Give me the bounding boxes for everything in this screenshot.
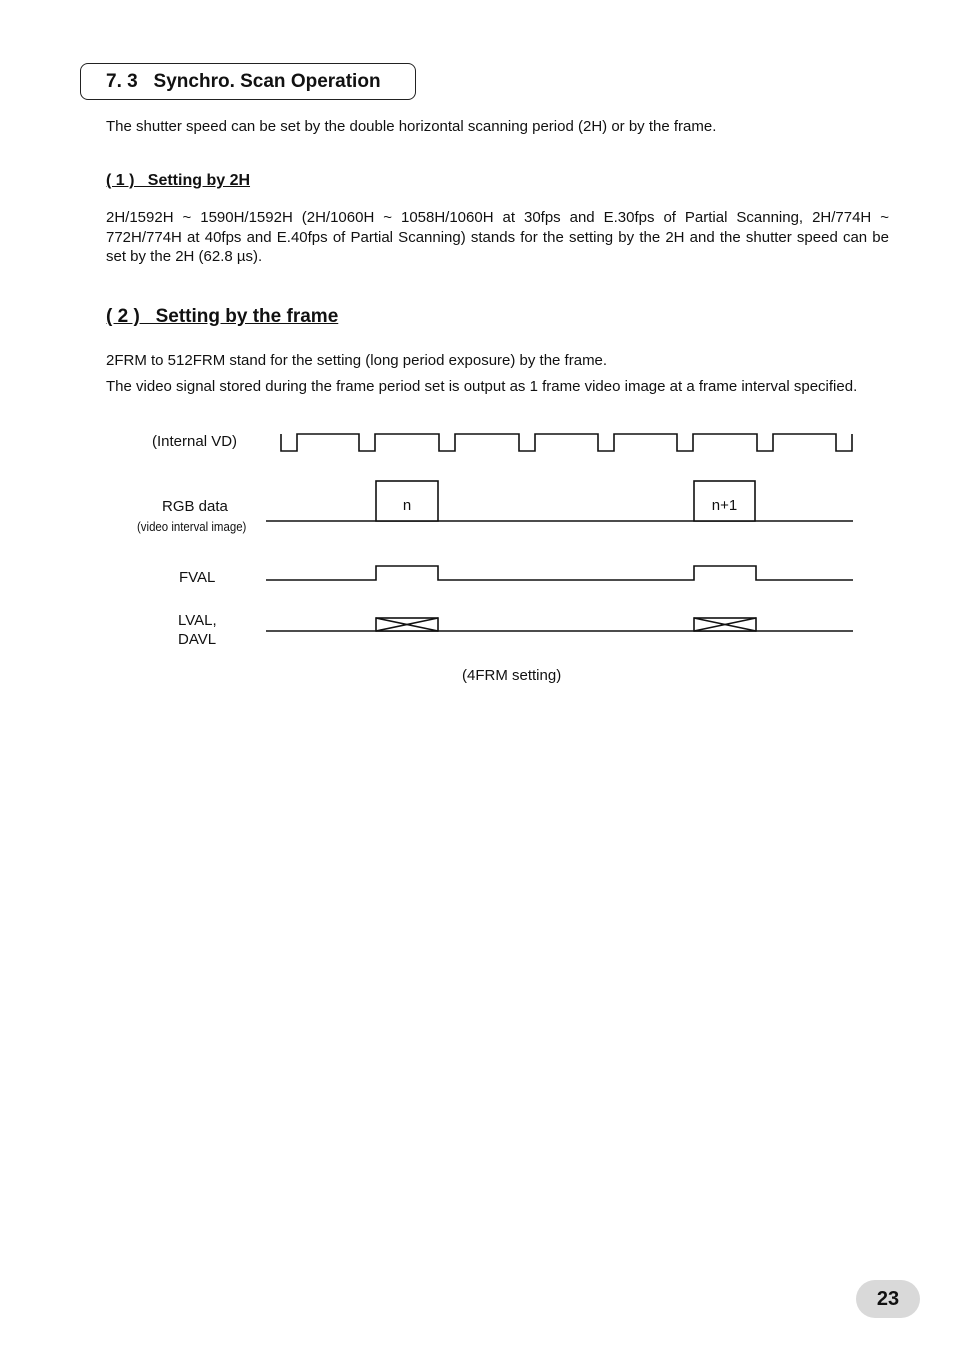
internal-vd-waveform — [281, 434, 852, 451]
intro-paragraph: The shutter speed can be set by the double horizontal scanning period (2H) or by the frame. — [106, 118, 717, 135]
diagram-caption: (4FRM setting) — [462, 667, 562, 684]
rgb-data-sublabel: (video interval image) — [137, 519, 247, 534]
subsection-2-body-2: The video signal stored during the frame period set is output as 1 frame video image at a frame interval specified. — [106, 378, 858, 395]
frame-n-label: n — [402, 497, 412, 514]
frame-n1-label: n+1 — [711, 497, 738, 514]
page-number: 23 — [876, 1288, 900, 1310]
internal-vd-label: (Internal VD) — [152, 433, 238, 450]
fval-waveform — [266, 566, 853, 580]
subsection-2-body-1: 2FRM to 512FRM stand for the setting (long period exposure) by the frame. — [106, 352, 608, 369]
section-number: 7. 3 — [106, 71, 138, 92]
fval-label: FVAL — [179, 569, 216, 586]
rgb-data-label: RGB data — [162, 498, 228, 515]
subsection-1-heading: ( 1 ) Setting by 2H — [106, 172, 251, 189]
subsection-1-body: 2H/1592H ~ 1590H/1592H (2H/1060H ~ 1058H/1060H at 30fps and E.30fps of Partial Scanning, 2H/774H ~ 772H/774H at 40fps and E.40fps of Partial Scanning) stands for the setting by the 2H and the shutter speed can be set by the 2H (62.8 µs). — [106, 209, 889, 265]
subsection-2-heading: ( 2 ) Setting by the frame — [106, 306, 339, 327]
davl-label: DAVL — [178, 631, 217, 648]
lval-label: LVAL, — [178, 612, 217, 629]
section-title-text: Synchro. Scan Operation — [153, 71, 381, 92]
